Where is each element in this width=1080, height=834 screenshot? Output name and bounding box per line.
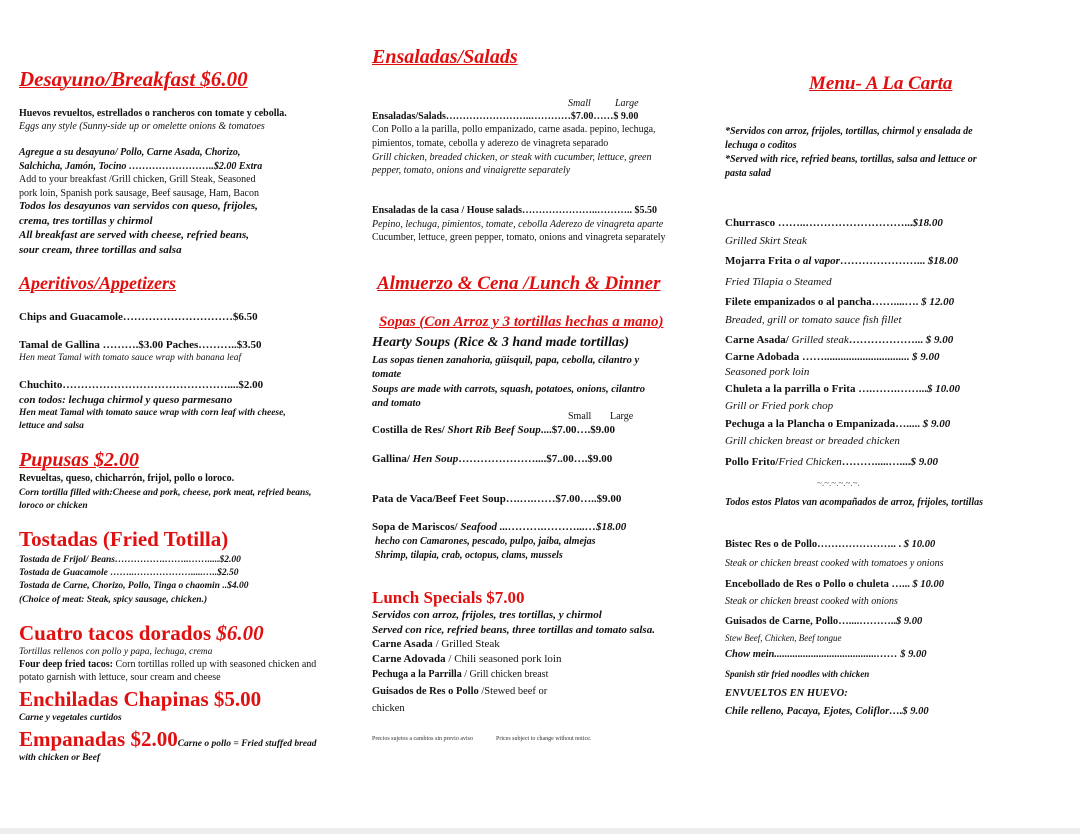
enchiladas-line: Carne y vegetales curtidos [19,713,122,723]
tacos-price: $6.00 [216,621,264,645]
salads-heading: Ensaladas/Salads [372,46,518,68]
breakfast-line: Add to your breakfast /Grill chicken, Grill Steak, Seasoned [19,174,256,185]
size-large-label: Large [610,411,634,422]
soups-line: tomate [372,369,402,380]
carta-item-price: $ 10.00 [926,383,960,395]
tacos-line [19,658,316,672]
carta-item-price: $ 9.00 [909,351,940,363]
dot-leader: …... [891,579,913,590]
price-disclaimer-es: Precios sujetos a cambios sin previo aviso [372,736,473,742]
bottom-edge [0,828,1080,834]
soups-line: and tomato [372,398,421,409]
carta-item-desc: Steak or chicken breast cooked with onions [725,596,898,607]
lunch-special-name: Pechuga a la Parrilla [372,669,462,680]
salad-desc: pimientos, tomate, cebolla y aderezo de vinagreta separado [372,138,609,149]
pupusas-line: Revueltas, queso, chicharrón, frijol, pollo o loroco. [19,473,235,484]
carta-item [725,455,938,470]
appetizers-heading: Aperitivos/Appetizers [19,273,176,293]
carta-item-name: Mojarra Frita [725,255,795,267]
breakfast-line: All breakfast are served with cheese, refried beans, [19,229,250,241]
carta-item [725,350,940,365]
appetizer-desc: con todos: lechuga chirmol y queso parmesano [19,394,233,406]
carta-item-price: $ 10.00 [903,539,936,550]
salad-item: Ensaladas/Salads……………………..…………$7.00……$ 9.00 [372,111,639,122]
carta-item-desc: Seasoned pork loin [725,366,810,378]
a-la-carta-intro: *Served with rice, refried beans, tortillas, salsa and lettuce or [725,154,977,165]
soup-name-en: Seafood [460,521,497,533]
tostada-note: (Choice of meat: Steak, spicy sausage, chicken.) [19,595,208,605]
carta-item-name: Pollo Frito/ [725,456,779,468]
soups-line: Soups are made with carrots, squash, potatoes, onions, cilantro [372,384,646,395]
lunch-special-item [372,637,500,652]
soup-name-en: Short Rib Beef Soup [447,424,541,436]
carta-item-desc: Grill chicken breast or breaded chicken [725,435,900,447]
soups-subtitle: Hearty Soups (Rice & 3 hand made tortillas) [372,335,630,350]
carta-item-name: Bistec Res o de Pollo [725,539,818,550]
middle-column [360,0,720,828]
appetizer-item: Tamal de Gallina ……….$3.00 Paches………..$3.50 [19,339,262,351]
carta-item-price: $ 12.00 [918,296,955,308]
a-la-carta-intro: pasta salad [725,168,771,179]
dot-leader: ……….....….... [841,456,911,468]
dot-leader: ……............................... [802,351,910,363]
left-column [0,0,360,828]
carta-item-name-alt: o al vapor [794,255,840,267]
empanadas-line: with chicken or Beef [19,753,101,763]
dot-leader: …………………... [839,255,926,267]
salad-item: Ensaladas de la casa / House salads…………………..……….. $5.50 [372,205,658,216]
carta-item-name: Guisados de Carne, Pollo [725,616,839,627]
carta-item-name: Filete empanizados o al pancha [725,296,872,308]
soup-name: Costilla de Res/ [372,424,448,436]
carta-item-name: Churrasco [725,217,778,229]
carta-item-desc: Fried Tilapia o Steamed [725,276,832,288]
soup-item [372,423,615,438]
a-la-carta-heading: Menu- A La Carta [809,73,953,94]
sides-note: Todos estos Platos van acompañados de arroz, frijoles, tortillas [725,497,983,508]
breakfast-line: Eggs any style (Sunny-side up or omelette onions & tomatoes [19,121,265,132]
appetizer-item: Chips and Guacamole…………………………$6.50 [19,311,258,323]
envueltos-item: Chile relleno, Pacaya, Ejotes, Coliflor….$ 9.00 [725,706,929,717]
size-large-label: Large [615,98,639,109]
a-la-carta-intro: *Servidos con arroz, frijoles, tortillas, chirmol y ensalada de [725,126,973,137]
carta-item-price: $ 9.00 [923,334,954,346]
lunch-specials-line: Servidos con arroz, frijoles, tres tortillas, y chirmol [372,609,602,621]
soup-price: ....$7.00….$9.00 [540,424,615,436]
carta-item [725,333,953,348]
carta-item-price: $ 9.00 [922,418,951,430]
carta-item [725,254,958,269]
breakfast-line: sour cream, three tortillas and salsa [19,244,182,256]
lunch-specials-heading: Lunch Specials $7.00 [372,588,525,607]
salad-desc: Pepino, lechuga, pimientos, tomate, cebolla Aderezo de vinagreta aparte [372,219,664,230]
appetizer-desc: Hen meat Tamal with tomato sauce wrap with corn leaf with cheese, [19,408,286,418]
tacos-label: Four deep fried tacos: [19,659,113,670]
carta-item [725,216,943,231]
carta-item-name: Carne Asada/ [725,334,792,346]
carta-item [725,417,950,432]
carta-item [725,537,935,552]
soups-heading: Sopas (Con Arroz y 3 tortillas hechas a mano) [379,314,664,330]
enchiladas-heading: Enchiladas Chapinas $5.00 [19,687,262,711]
salad-desc: Con Pollo a la parilla, pollo empanizado, carne asada. pepino, lechuga, [372,124,656,135]
lunch-dinner-heading: Almuerzo & Cena /Lunch & Dinner [377,273,661,294]
tacos-line: potato garnish with lettuce, sour cream and cheese [19,672,221,683]
pupusas-line: loroco or chicken [19,501,88,511]
size-small-label: Small [568,98,591,109]
dot-leader: ….…….……... [858,383,927,395]
chow-mein-item: Chow mein.......................................…… $ 9.00 [725,649,927,660]
carta-item-desc: Steak or chicken breast cooked with tomatoes y onions [725,558,944,569]
right-column [720,0,1080,828]
dot-leader: …..... [895,418,923,430]
tacos-heading [19,620,264,646]
size-small-label: Small [568,411,592,422]
breakfast-line: Huevos revueltos, estrellados o rancheros con tomate y cebolla. [19,108,287,119]
carta-item [725,295,954,310]
tacos-line: Tortillas rellenos con pollo y papa, lechuga, crema [19,647,213,657]
carta-item-price: $18.00 [925,255,959,267]
soup-item [372,452,612,467]
soup-item [372,520,626,535]
price-disclaimer-en: Prices subject to change without notice. [496,736,592,742]
breakfast-line: crema, tres tortillas y chirmol [19,215,153,227]
lunch-special-desc: / Chili seasoned pork loin [445,653,562,665]
carta-item [725,614,922,629]
soups-line: Las sopas tienen zanahoria, güisquil, papa, cebolla, cilantro y [372,355,640,366]
soup-price: ….….……$7.00…..$9.00 [505,493,622,505]
appetizer-item: Chuchito………………………………………....$2.00 [19,379,264,391]
breakfast-heading: Desayuno/Breakfast $6.00 [19,67,248,91]
salad-desc: pepper, tomato, onions and vinaigrette separately [372,165,571,176]
carta-item-name: Pechuga a la Plancha o Empanizada [725,418,896,430]
lunch-special-item-cont: chicken [372,703,405,714]
breakfast-line: pork loin, Spanish pork sausage, Beef sausage, Ham, Bacon [19,188,259,199]
tostada-item: Tostada de Frijol/ Beans…………….……..…….....$2.00 [19,555,241,565]
breakfast-line: Agregue a su desayuno/ Pollo, Carne Asada, Chorizo, [19,147,241,158]
dot-leader: …....……….. [838,616,896,627]
pupusas-heading: Pupusas $2.00 [19,449,140,471]
soup-price: ...……….………...…$18.00 [496,521,627,533]
seafood-desc: hecho con Camarones, pescado, pulpo, jaiba, almejas [375,536,596,547]
tilde-divider: ~.~.~.~.~.~. [817,478,860,488]
pupusas-line: Corn tortilla filled with:Cheese and pork, cheese, pork meat, refried beans, [19,488,312,498]
breakfast-line: Salchicha, Jamón, Tocino ……………………..$2.00 Extra [19,161,263,172]
empanadas-heading-row [19,725,317,753]
tostadas-heading: Tostadas (Fried Totilla) [19,527,229,551]
breakfast-line: Todos los desayunos van servidos con queso, frijoles, [19,200,258,212]
carta-item [725,577,944,592]
lunch-special-desc: /Stewed beef or [478,686,548,697]
carta-item [725,382,960,397]
dot-leader: ……....…. [871,296,919,308]
soup-item [372,492,621,507]
carta-item-price: $ 9.00 [910,456,938,468]
tostada-item: Tostada de Guacamole ……..……………….....…..$2.50 [19,568,239,578]
envueltos-heading: ENVUELTOS EN HUEVO: [725,688,848,699]
lunch-special-item [372,668,548,682]
soup-name: Gallina/ [372,453,413,465]
tacos-title: Cuatro tacos dorados [19,621,217,645]
dot-leader: ………………….. . [817,539,904,550]
carta-item-desc: Stew Beef, Chicken, Beef tongue [725,633,842,643]
empanadas-inline: Carne o pollo = Fried stuffed bread [177,739,317,749]
lunch-special-desc: / Grilled Steak [432,638,500,650]
carta-item-price: $ 9.00 [895,616,923,627]
soup-name: Pata de Vaca/Beef Feet Soup [372,493,506,505]
carta-item-name: Chuleta a la parrilla o Frita [725,383,859,395]
tacos-desc: Corn tortillas rolled up with seasoned chicken and [112,659,317,670]
soup-price: …………………....$7..00….$9.00 [458,453,613,465]
lunch-special-item [372,652,561,667]
carta-item-name-alt: Fried Chicken [778,456,842,468]
lunch-special-desc: / Grill chicken breast [461,669,549,680]
carta-item-desc: Breaded, grill or tomato sauce fish fillet [725,314,902,326]
tostada-item: Tostada de Carne, Chorizo, Pollo, Tinga o chaomin ..$4.00 [19,581,249,591]
carta-item-desc: Grill or Fried pork chop [725,400,834,412]
lunch-special-name: Carne Adovada [372,653,446,665]
chow-mein-desc: Spanish stir fried noodles with chicken [725,669,870,679]
carta-item-name-alt: Grilled steak [791,334,849,346]
a-la-carta-intro: lechuga o coditos [725,140,797,151]
carta-item-name: Encebollado de Res o Pollo o chuleta [725,579,892,590]
soup-name-en: Hen Soup [412,453,459,465]
carta-item-price: $18.00 [912,217,943,229]
salad-desc: Cucumber, lettuce, green pepper, tomato, onions and vinagreta separately [372,232,666,243]
lunch-special-name: Guisados de Res o Pollo [372,686,479,697]
dot-leader: ………………... [848,334,924,346]
salad-desc: Grill chicken, breaded chicken, or steak with cucumber, lettuce, green [372,152,652,163]
appetizer-desc: Hen meat Tamal with tomato sauce wrap with banana leaf [19,353,242,363]
seafood-desc: Shrimp, tilapia, crab, octopus, clams, mussels [375,550,563,561]
carta-item-name: Carne Adobada [725,351,803,363]
lunch-specials-line: Served con rice, refried beans, three tortillas and tomato salsa. [372,624,655,636]
empanadas-heading: Empanadas $2.00 [19,727,178,751]
dot-leader: ……..………………………... [777,217,913,229]
lunch-special-item [372,684,547,699]
carta-item-desc: Grilled Skirt Steak [725,235,807,247]
carta-item-price: $ 10.00 [912,579,945,590]
appetizer-desc: lettuce and salsa [19,421,84,431]
lunch-special-name: Carne Asada [372,638,433,650]
soup-name: Sopa de Mariscos/ [372,521,461,533]
